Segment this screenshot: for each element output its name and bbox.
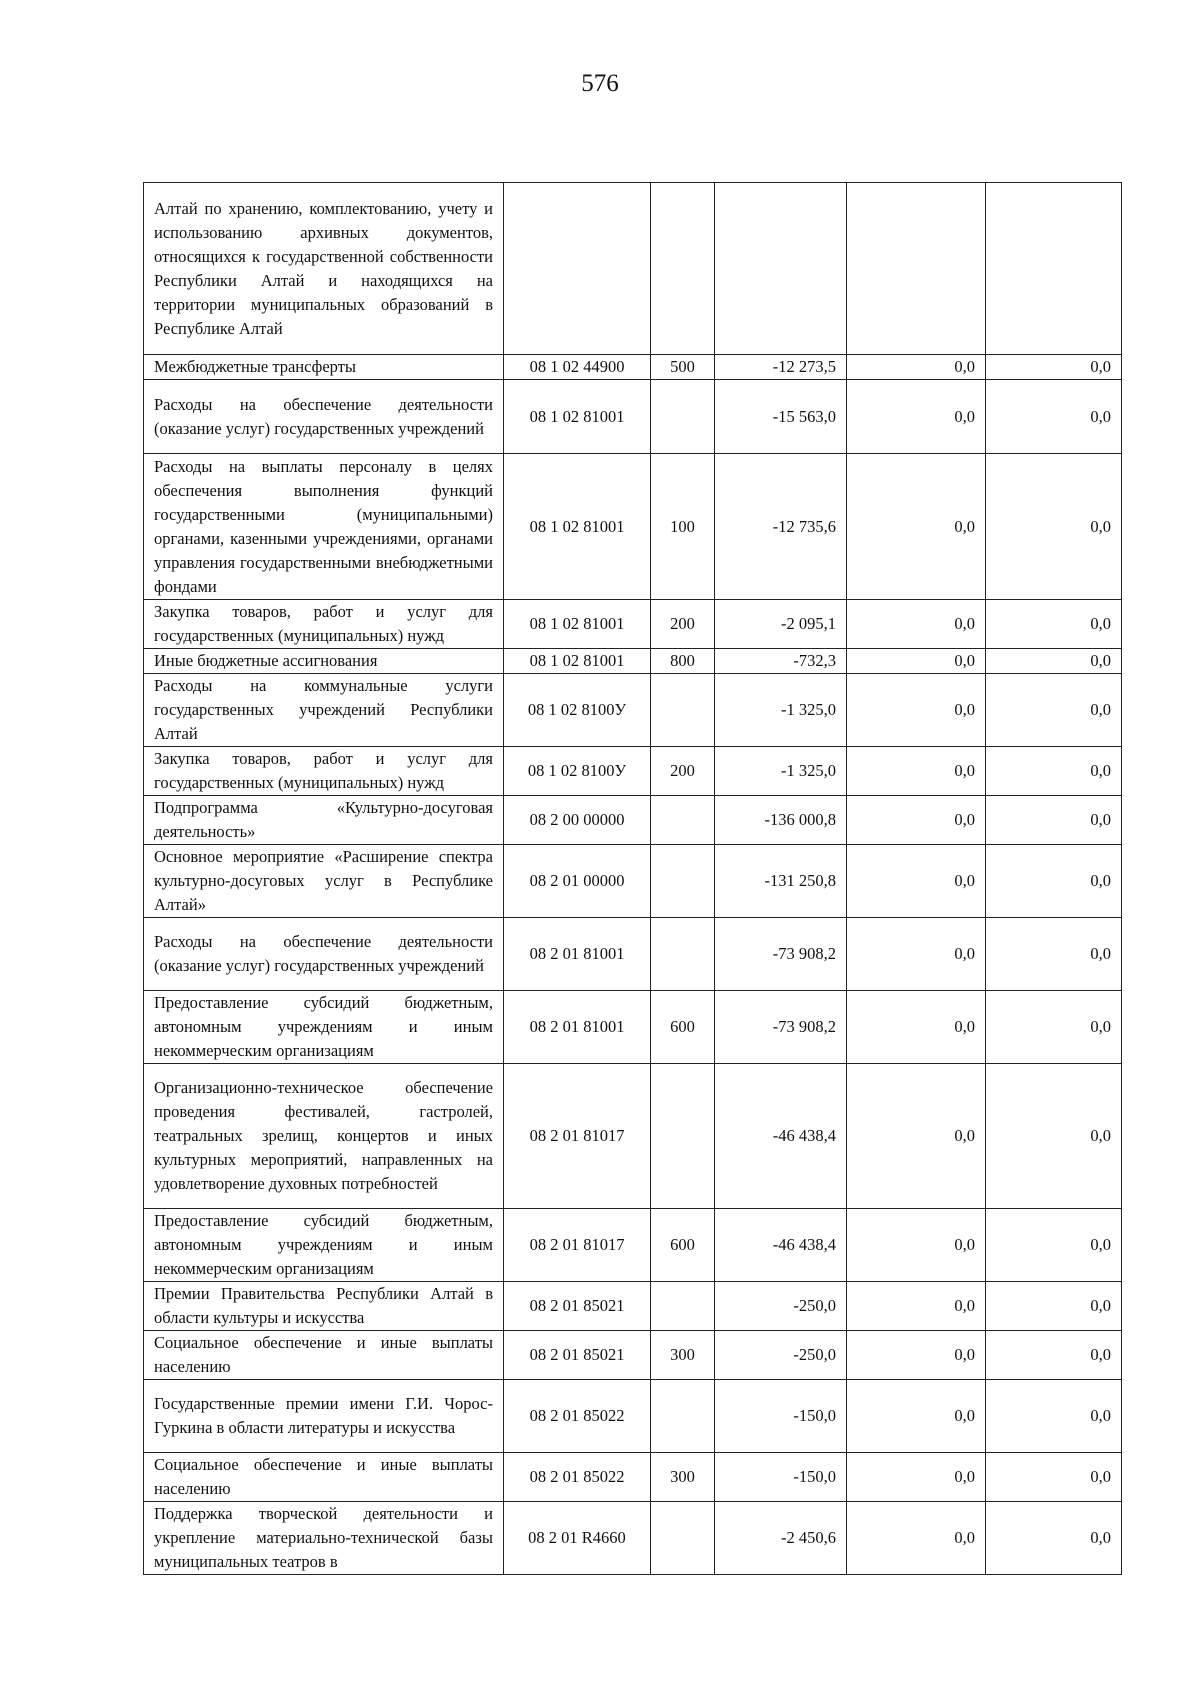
cell-amount-3: 0,0	[986, 355, 1122, 380]
cell-amount-2: 0,0	[847, 1453, 986, 1502]
cell-name: Поддержка творческой деятельности и укрепление материально-технической базы муниципальных театров в	[144, 1502, 504, 1575]
cell-name: Расходы на выплаты персоналу в целях обеспечения выполнения функций государственными (муниципальными) органами, казенными учреждениями, органами управления государственными внебюджетными фондами	[144, 454, 504, 600]
cell-amount-1: -15 563,0	[715, 380, 847, 454]
cell-amount-3: 0,0	[986, 454, 1122, 600]
table-row	[144, 454, 1122, 600]
table-row	[144, 355, 1122, 380]
cell-expense-type: 600	[651, 991, 715, 1064]
cell-target-code: 08 2 01 81017	[504, 1064, 651, 1209]
cell-expense-type: 200	[651, 747, 715, 796]
cell-expense-type	[651, 380, 715, 454]
cell-amount-2: 0,0	[847, 918, 986, 991]
cell-amount-1: -2 095,1	[715, 600, 847, 649]
table-row	[144, 747, 1122, 796]
cell-amount-2: 0,0	[847, 1331, 986, 1380]
cell-amount-1: -73 908,2	[715, 918, 847, 991]
cell-amount-2: 0,0	[847, 600, 986, 649]
budget-table-body	[144, 183, 1122, 1575]
cell-amount-2: 0,0	[847, 355, 986, 380]
cell-name: Межбюджетные трансферты	[144, 355, 504, 380]
cell-amount-1	[715, 183, 847, 355]
budget-table	[143, 182, 1122, 1575]
table-row	[144, 1209, 1122, 1282]
cell-amount-2: 0,0	[847, 454, 986, 600]
cell-name: Социальное обеспечение и иные выплаты населению	[144, 1331, 504, 1380]
cell-amount-2: 0,0	[847, 747, 986, 796]
cell-amount-1: -732,3	[715, 649, 847, 674]
cell-amount-1: -250,0	[715, 1282, 847, 1331]
cell-target-code: 08 2 01 81017	[504, 1209, 651, 1282]
cell-amount-3: 0,0	[986, 1282, 1122, 1331]
table-row	[144, 1453, 1122, 1502]
cell-target-code: 08 1 02 81001	[504, 380, 651, 454]
cell-target-code: 08 2 01 00000	[504, 845, 651, 918]
cell-name: Предоставление субсидий бюджетным, автономным учреждениям и иным некоммерческим организациям	[144, 991, 504, 1064]
page-number: 576	[581, 70, 619, 97]
cell-amount-1: -136 000,8	[715, 796, 847, 845]
cell-expense-type	[651, 1282, 715, 1331]
table-row	[144, 1380, 1122, 1453]
table-row	[144, 649, 1122, 674]
cell-target-code: 08 1 02 81001	[504, 454, 651, 600]
cell-amount-3: 0,0	[986, 1380, 1122, 1453]
cell-target-code: 08 2 01 85021	[504, 1331, 651, 1380]
cell-amount-2: 0,0	[847, 1209, 986, 1282]
cell-amount-3: 0,0	[986, 380, 1122, 454]
cell-target-code: 08 2 01 85022	[504, 1380, 651, 1453]
cell-amount-2: 0,0	[847, 380, 986, 454]
cell-amount-3	[986, 183, 1122, 355]
cell-amount-3: 0,0	[986, 600, 1122, 649]
table-row	[144, 674, 1122, 747]
cell-target-code: 08 2 01 85021	[504, 1282, 651, 1331]
cell-name: Предоставление субсидий бюджетным, автономным учреждениям и иным некоммерческим организациям	[144, 1209, 504, 1282]
table-row	[144, 600, 1122, 649]
cell-amount-2: 0,0	[847, 649, 986, 674]
table-row	[144, 796, 1122, 845]
cell-amount-1: -1 325,0	[715, 674, 847, 747]
cell-amount-2: 0,0	[847, 674, 986, 747]
cell-name: Закупка товаров, работ и услуг для государственных (муниципальных) нужд	[144, 747, 504, 796]
cell-amount-3: 0,0	[986, 649, 1122, 674]
cell-amount-2: 0,0	[847, 796, 986, 845]
cell-amount-1: -150,0	[715, 1380, 847, 1453]
cell-name: Расходы на обеспечение деятельности (оказание услуг) государственных учреждений	[144, 918, 504, 991]
table-row	[144, 918, 1122, 991]
cell-name: Государственные премии имени Г.И. Чорос-Гуркина в области литературы и искусства	[144, 1380, 504, 1453]
cell-amount-1: -46 438,4	[715, 1209, 847, 1282]
cell-expense-type	[651, 796, 715, 845]
cell-amount-3: 0,0	[986, 674, 1122, 747]
cell-target-code: 08 1 02 8100У	[504, 747, 651, 796]
cell-target-code: 08 2 00 00000	[504, 796, 651, 845]
cell-expense-type	[651, 674, 715, 747]
cell-amount-2: 0,0	[847, 1380, 986, 1453]
cell-amount-1: -1 325,0	[715, 747, 847, 796]
cell-target-code: 08 2 01 85022	[504, 1453, 651, 1502]
table-row	[144, 1331, 1122, 1380]
table-row	[144, 1064, 1122, 1209]
cell-target-code: 08 2 01 81001	[504, 918, 651, 991]
cell-amount-2: 0,0	[847, 991, 986, 1064]
cell-amount-1: -46 438,4	[715, 1064, 847, 1209]
cell-name: Основное мероприятие «Расширение спектра культурно-досуговых услуг в Республике Алтай»	[144, 845, 504, 918]
cell-expense-type	[651, 1502, 715, 1575]
cell-amount-1: -2 450,6	[715, 1502, 847, 1575]
cell-amount-3: 0,0	[986, 991, 1122, 1064]
cell-name: Организационно-техническое обеспечение проведения фестивалей, гастролей, театральных зрелищ, концертов и иных культурных мероприятий, направленных на удовлетворение духовных потребностей	[144, 1064, 504, 1209]
cell-expense-type	[651, 918, 715, 991]
cell-name: Премии Правительства Республики Алтай в области культуры и искусства	[144, 1282, 504, 1331]
cell-amount-3: 0,0	[986, 1209, 1122, 1282]
cell-name: Расходы на коммунальные услуги государственных учреждений Республики Алтай	[144, 674, 504, 747]
cell-target-code	[504, 183, 651, 355]
cell-expense-type: 300	[651, 1453, 715, 1502]
cell-amount-3: 0,0	[986, 1453, 1122, 1502]
cell-name: Расходы на обеспечение деятельности (оказание услуг) государственных учреждений	[144, 380, 504, 454]
cell-expense-type: 200	[651, 600, 715, 649]
cell-expense-type	[651, 845, 715, 918]
cell-expense-type: 500	[651, 355, 715, 380]
cell-amount-1: -73 908,2	[715, 991, 847, 1064]
cell-name: Подпрограмма «Культурно-досуговая деятельность»	[144, 796, 504, 845]
cell-amount-3: 0,0	[986, 1064, 1122, 1209]
cell-amount-2: 0,0	[847, 845, 986, 918]
cell-expense-type	[651, 1380, 715, 1453]
cell-amount-2: 0,0	[847, 1282, 986, 1331]
table-row	[144, 845, 1122, 918]
cell-target-code: 08 1 02 81001	[504, 600, 651, 649]
cell-amount-1: -250,0	[715, 1331, 847, 1380]
cell-amount-2	[847, 183, 986, 355]
cell-amount-3: 0,0	[986, 796, 1122, 845]
cell-name: Закупка товаров, работ и услуг для государственных (муниципальных) нужд	[144, 600, 504, 649]
cell-expense-type: 100	[651, 454, 715, 600]
cell-name: Иные бюджетные ассигнования	[144, 649, 504, 674]
table-row	[144, 991, 1122, 1064]
cell-amount-3: 0,0	[986, 747, 1122, 796]
table-row	[144, 380, 1122, 454]
table-row	[144, 183, 1122, 355]
cell-expense-type: 800	[651, 649, 715, 674]
cell-amount-1: -12 273,5	[715, 355, 847, 380]
cell-amount-1: -131 250,8	[715, 845, 847, 918]
cell-amount-3: 0,0	[986, 1331, 1122, 1380]
cell-amount-3: 0,0	[986, 918, 1122, 991]
cell-target-code: 08 1 02 81001	[504, 649, 651, 674]
cell-amount-2: 0,0	[847, 1064, 986, 1209]
cell-target-code: 08 1 02 44900	[504, 355, 651, 380]
cell-amount-3: 0,0	[986, 1502, 1122, 1575]
cell-expense-type	[651, 1064, 715, 1209]
cell-target-code: 08 2 01 81001	[504, 991, 651, 1064]
cell-amount-1: -150,0	[715, 1453, 847, 1502]
cell-expense-type: 600	[651, 1209, 715, 1282]
table-row	[144, 1502, 1122, 1575]
cell-amount-3: 0,0	[986, 845, 1122, 918]
cell-name: Социальное обеспечение и иные выплаты населению	[144, 1453, 504, 1502]
cell-expense-type: 300	[651, 1331, 715, 1380]
cell-target-code: 08 2 01 R4660	[504, 1502, 651, 1575]
table-row	[144, 1282, 1122, 1331]
cell-target-code: 08 1 02 8100У	[504, 674, 651, 747]
cell-expense-type	[651, 183, 715, 355]
cell-name: Алтай по хранению, комплектованию, учету и использованию архивных документов, относящихся к государственной собственности Республики Алтай и находящихся на территории муниципальных образований в Республике Алтай	[144, 183, 504, 355]
cell-amount-2: 0,0	[847, 1502, 986, 1575]
cell-amount-1: -12 735,6	[715, 454, 847, 600]
